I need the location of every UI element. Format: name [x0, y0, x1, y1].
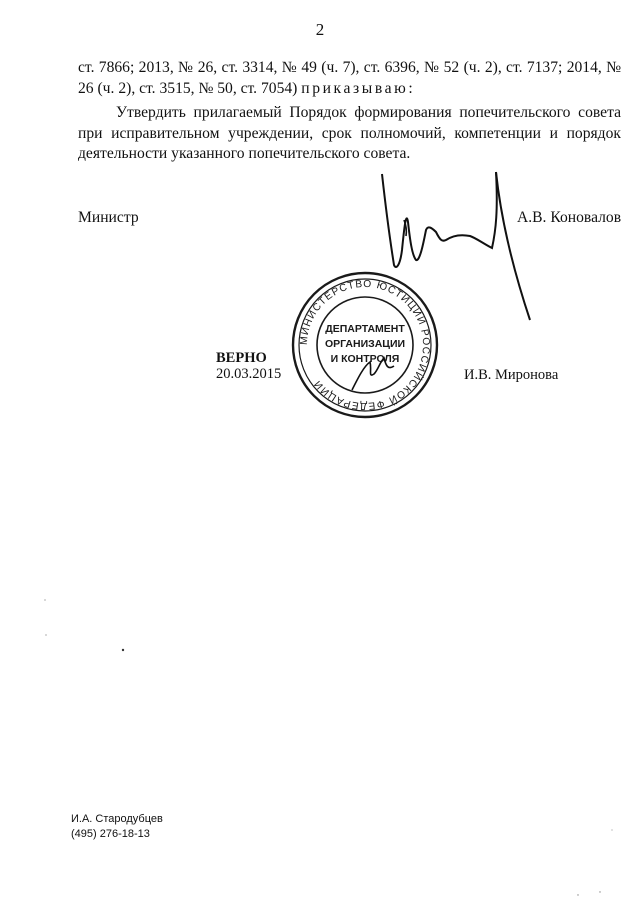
- stamp-line-3: И КОНТРОЛЯ: [330, 353, 400, 365]
- certification-label: ВЕРНО: [216, 350, 267, 366]
- stamp-ring-text: МИНИСТЕРСТВО ЮСТИЦИИ РОССИЙСКОЙ ФЕДЕРАЦИИ: [298, 278, 432, 412]
- signatory-name: А.В. Коновалов: [517, 209, 622, 226]
- certifier-name: И.В. Миронова: [464, 367, 559, 383]
- legal-references: ст. 7866; 2013, № 26, ст. 3314, № 49 (ч. 7), ст. 6396, № 52 (ч. 2), ст. 7137; 2014, № 26 (ч. 2), ст. 3515, № 50, ст. 7054): [78, 59, 621, 97]
- stamp-line-1: ДЕПАРТАМЕНТ: [325, 323, 405, 335]
- body-paragraph-2: Утвердить прилагаемый Порядок формирования попечительского совета при исправительном учреждении, срок полномочий, компетенции и порядок деятельности указанного попечительского совета.: [78, 104, 621, 162]
- executor-name: И.А. Стародубцев: [71, 813, 163, 825]
- page-number: 2: [315, 20, 325, 39]
- executor-phone: (495) 276-18-13: [71, 828, 150, 840]
- signatory-position: Министр: [78, 209, 139, 226]
- command-word: приказываю:: [301, 79, 416, 97]
- stamp-line-2: ОРГАНИЗАЦИИ: [324, 338, 406, 350]
- certification-date: 20.03.2015: [216, 366, 282, 382]
